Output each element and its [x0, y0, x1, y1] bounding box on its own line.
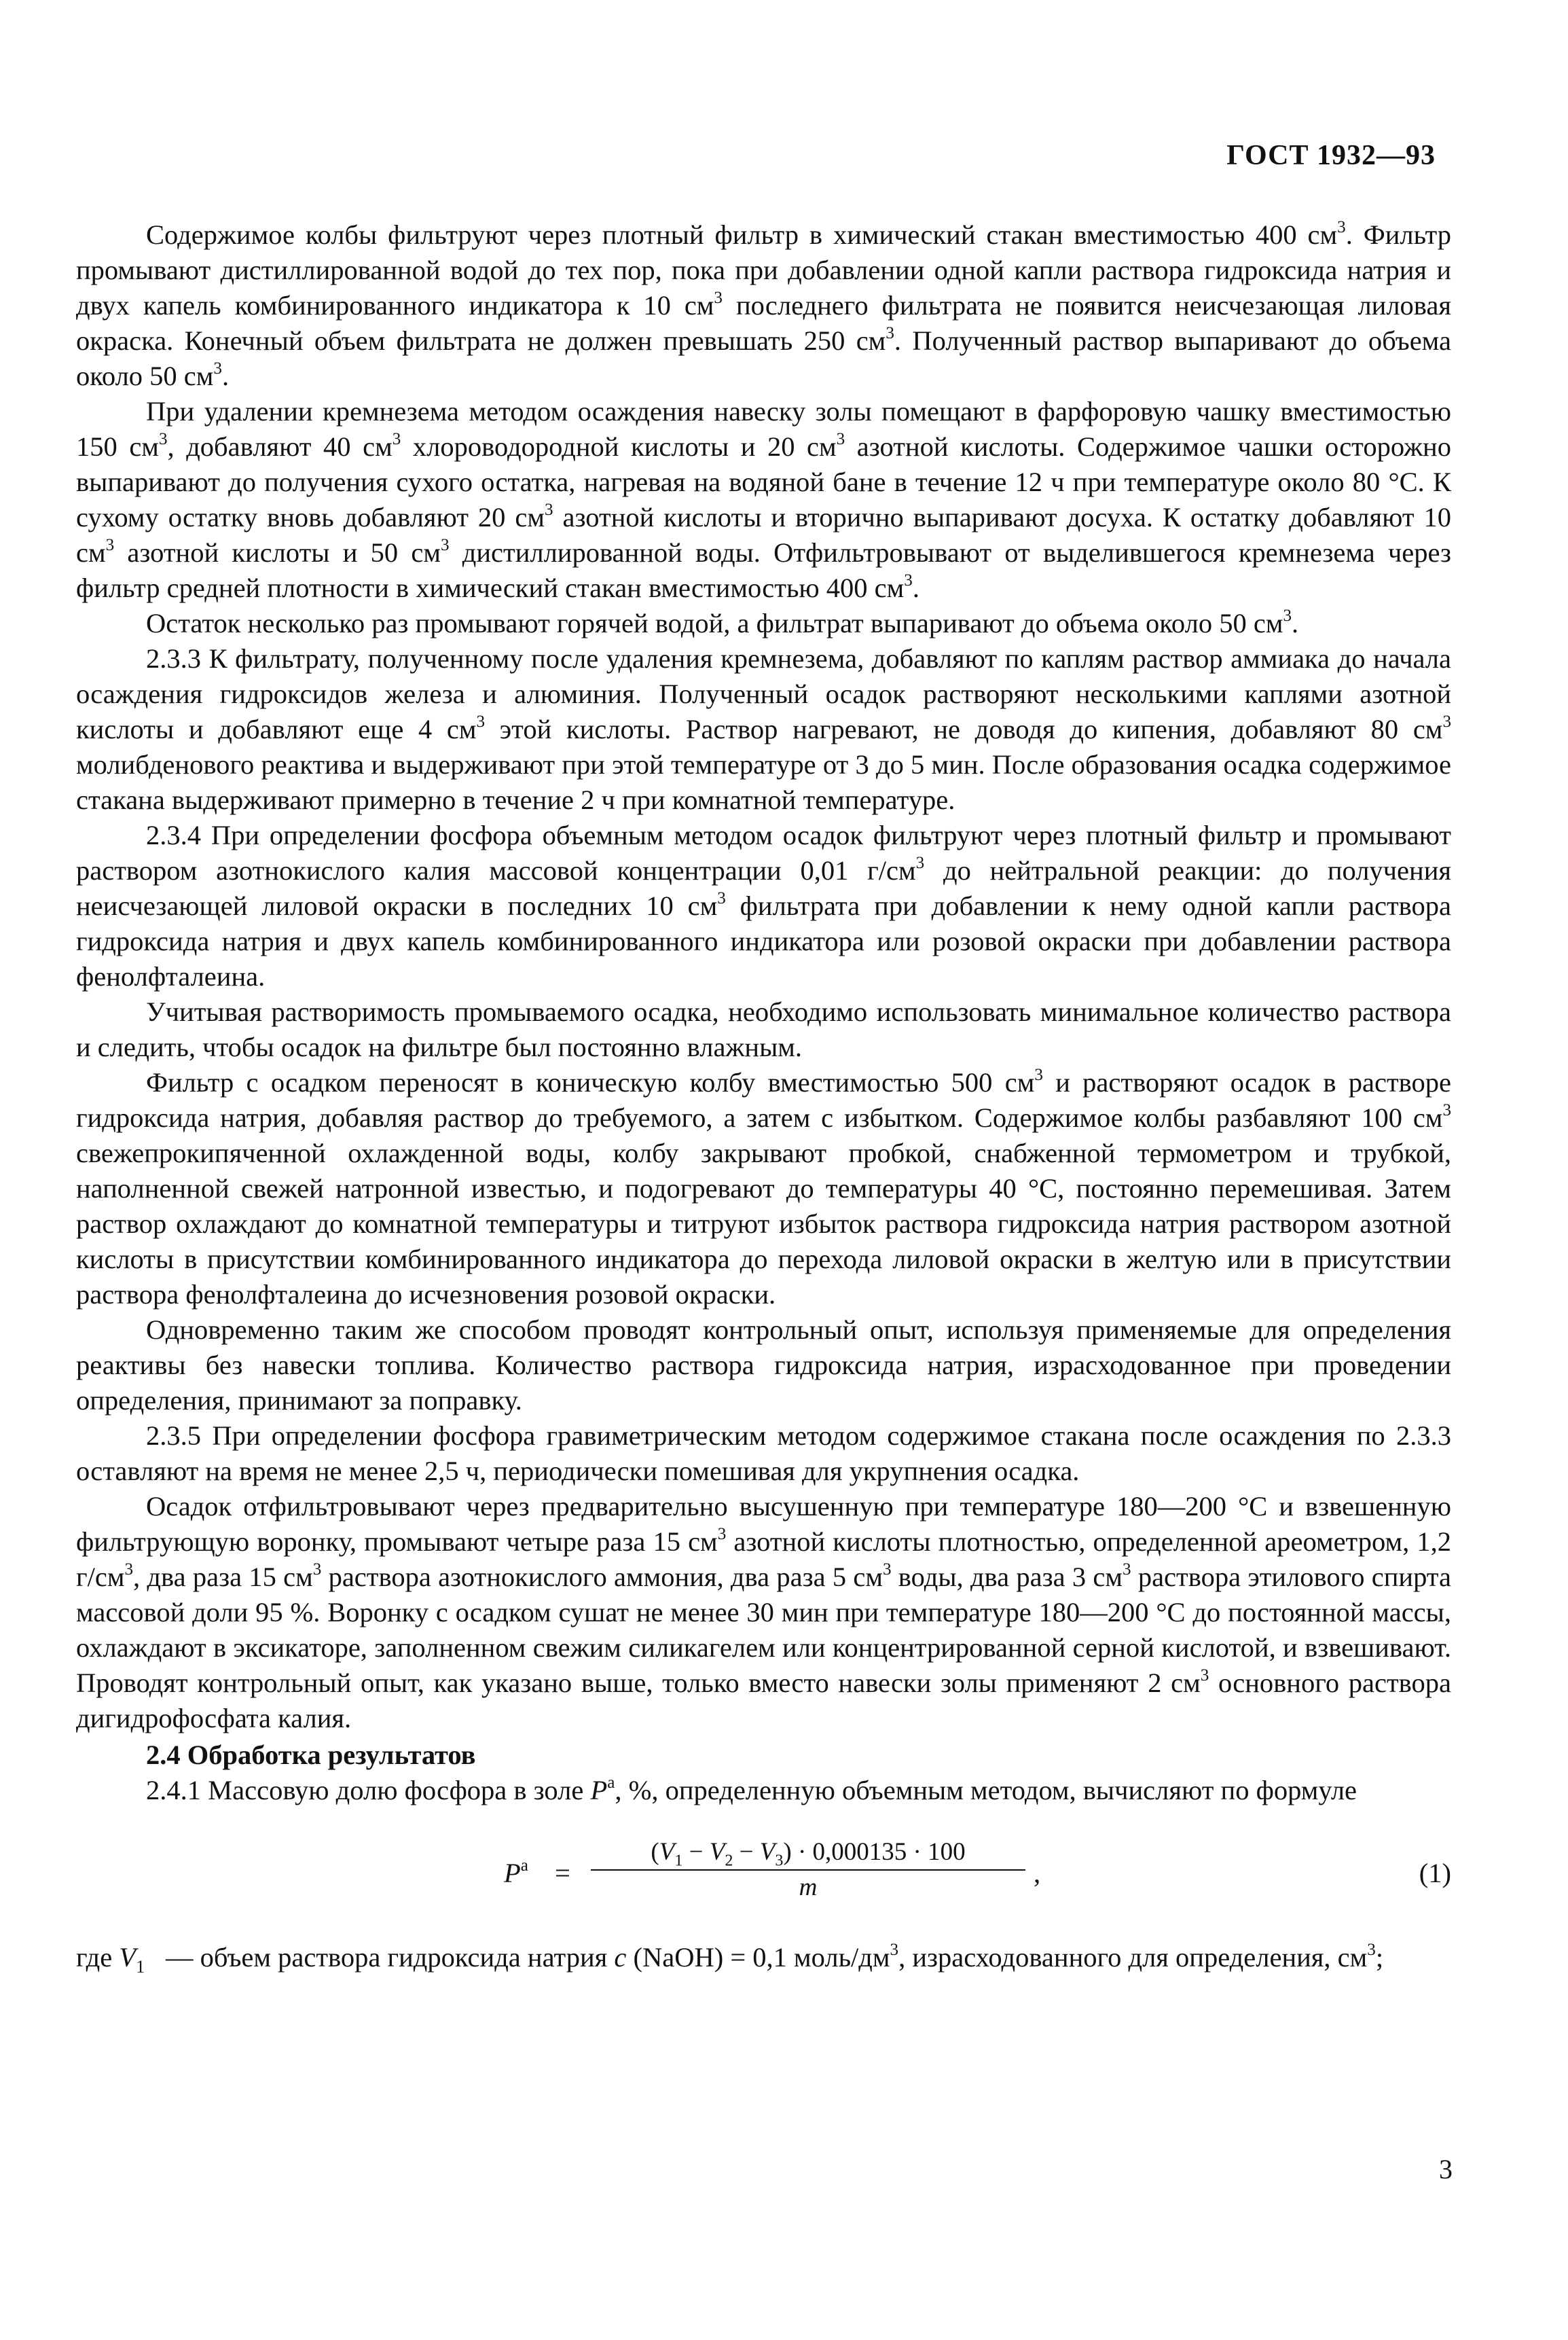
clause-2-4-1: 2.4.1 Массовую долю фосфора в золе $P^a$, %, определенную объемным методом, вычисляют по формуле [146, 1774, 1357, 1805]
formula-lhs: $P^a$ [504, 1856, 528, 1888]
document-header: ГОСТ 1932—93 [1226, 140, 1436, 171]
paragraph: Учитывая растворимость промываемого осадка, необходимо использовать минимальное количество раствора и следить, чтобы осадок на фильтре был постоянно влажным. [76, 996, 1451, 1062]
formula-numerator: $(V_1 - V_2 - V_3) \cdot 0,000135 \cdot 100$ [591, 1835, 1025, 1871]
page-number: 3 [1439, 2154, 1453, 2184]
paragraph: Фильтр с осадком переносят в коническую колбу вместимостью 500 $см^3$ и растворяют осадок в растворе гидроксида натрия, добавляя раствор до требуемого, а затем с избытком. Содержимое колбы разбавляют 100 $см^3$ свежепрокипяченной охлажденной воды, колбу закрывают пробкой, снабженной термометром и трубкой, наполненной свежей натронной известью, и подогревают до температуры 40 °С, постоянно перемешивая. Затем раствор охлаждают до комнатной температуры и титруют избыток раствора гидроксида натрия раствором азотной кислоты в присутствии комбинированного индикатора до перехода лиловой окраски в желтую или в присутствии раствора фенолфталеина до исчезновения розовой окраски. [76, 1066, 1451, 1310]
clause-2-3-4: 2.3.4 При определении фосфора объемным методом осадок фильтруют через плотный фильтр и промывают раствором азотнокислого калия массовой концентрации 0,01 $г/см^3$ до нейтральной реакции: до получения неисчезающей лиловой окраски в последних 10 $см^3$ фильтрата при добавлении к нему одной капли раствора гидроксида натрия и двух капель комбинированного индикатора или розовой окраски при добавлении раствора фенолфталеина. [76, 820, 1451, 992]
formula-1 [76, 1835, 1451, 1922]
formula-denominator: m [799, 1873, 818, 1901]
paragraph: Осадок отфильтровывают через предварительно высушенную при температуре 180—200 °С и взвешенную фильтрующую воронку, промывают четыре раза 15 $см^3$ азотной кислоты плотностью, определенной ареометром, 1,2 $г/см^3$, два раза 15 $см^3$ раствора азотнокислого аммония, два раза 5 $см^3$ воды, два раза 3 $см^3$ раствора этилового спирта массовой доли 95 %. Воронку с осадком сушат не менее 30 мин при температуре 180—200 °С до постоянной массы, охлаждают в эксикаторе, заполненном свежим силикагелем или концентрированной серной кислотой, и взвешивают. Проводят контрольный опыт, как указано выше, только вместо навески золы применяют 2 $см^3$ основного раствора дигидрофосфата калия. [76, 1491, 1452, 1733]
section-heading-2-4: 2.4 Обработка результатов [146, 1740, 476, 1770]
formula-equals: = [555, 1858, 570, 1888]
variable-description: — объем раствора гидроксида натрия c (NaOH) = 0,1 моль/$дм^3$, израсходованного для определения, $см^3$; [166, 1941, 1384, 1973]
paragraph: Содержимое колбы фильтруют через плотный фильтр в химический стакан вместимостью 400 $см^3$. Фильтр промывают дистиллированной водой до тех пор, пока при добавлении одной капли раствора гидроксида натрия и двух капель комбинированного индикатора к 10 $см^3$ последнего фильтрата не появится неисчезающая лиловая окраска. Конечный объем фильтрата не должен превышать 250 $см^3$. Полученный раствор выпаривают до объема около 50 $см^3$. [76, 218, 1452, 391]
formula-fraction [591, 1835, 1025, 1905]
paragraph: Остаток несколько раз промывают горячей водой, а фильтрат выпаривают до объема около 50 $см^3$. [146, 607, 1299, 638]
formula-number: (1) [1419, 1858, 1451, 1888]
formula-comma: , [1034, 1858, 1041, 1888]
clause-2-3-5: 2.3.5 При определении фосфора гравиметрическим методом содержимое стакана после осаждения по 2.3.3 оставляют на время не менее 2,5 ч, периодически помешивая для укрупнения осадка. [76, 1420, 1451, 1486]
paragraph: Одновременно таким же способом проводят контрольный опыт, используя применяемые для определения реактивы без навески топлива. Количество раствора гидроксида натрия, израсходованное при проведении определения, принимают за поправку. [76, 1314, 1451, 1416]
variable-definition [76, 1940, 1451, 1975]
clause-2-3-3: 2.3.3 К фильтрату, полученному после удаления кремнезема, добавляют по каплям раствор аммиака до начала осаждения гидроксидов железа и алюминия. Полученный осадок растворяют несколькими каплями азотной кислоты и добавляют еще 4 $см^3$ этой кислоты. Раствор нагревают, не доводя до кипения, добавляют 80 $см^3$ молибденового реактива и выдерживают при этой температуре от 3 до 5 мин. После образования осадка содержимое стакана выдерживают примерно в течение 2 ч при комнатной температуре. [76, 643, 1451, 815]
where-label: где $V_1$ [76, 1942, 145, 1977]
paragraph: При удалении кремнезема методом осаждения навеску золы помещают в фарфоровую чашку вместимостью 150 $см^3$, добавляют 40 $см^3$ хлороводородной кислоты и 20 $см^3$ азотной кислоты. Содержимое чашки осторожно выпаривают до получения сухого остатка, нагревая на водяной бане в течение 12 ч при температуре около 80 °С. К сухому остатку вновь добавляют 20 $см^3$ азотной кислоты и вторично выпаривают досуха. К остатку добавляют 10 $см^3$ азотной кислоты и 50 $см^3$ дистиллированной воды. Отфильтровывают от выделившегося кремнезема через фильтр средней плотности в химический стакан вместимостью 400 $см^3$. [76, 396, 1451, 603]
document-body [76, 217, 1451, 1975]
